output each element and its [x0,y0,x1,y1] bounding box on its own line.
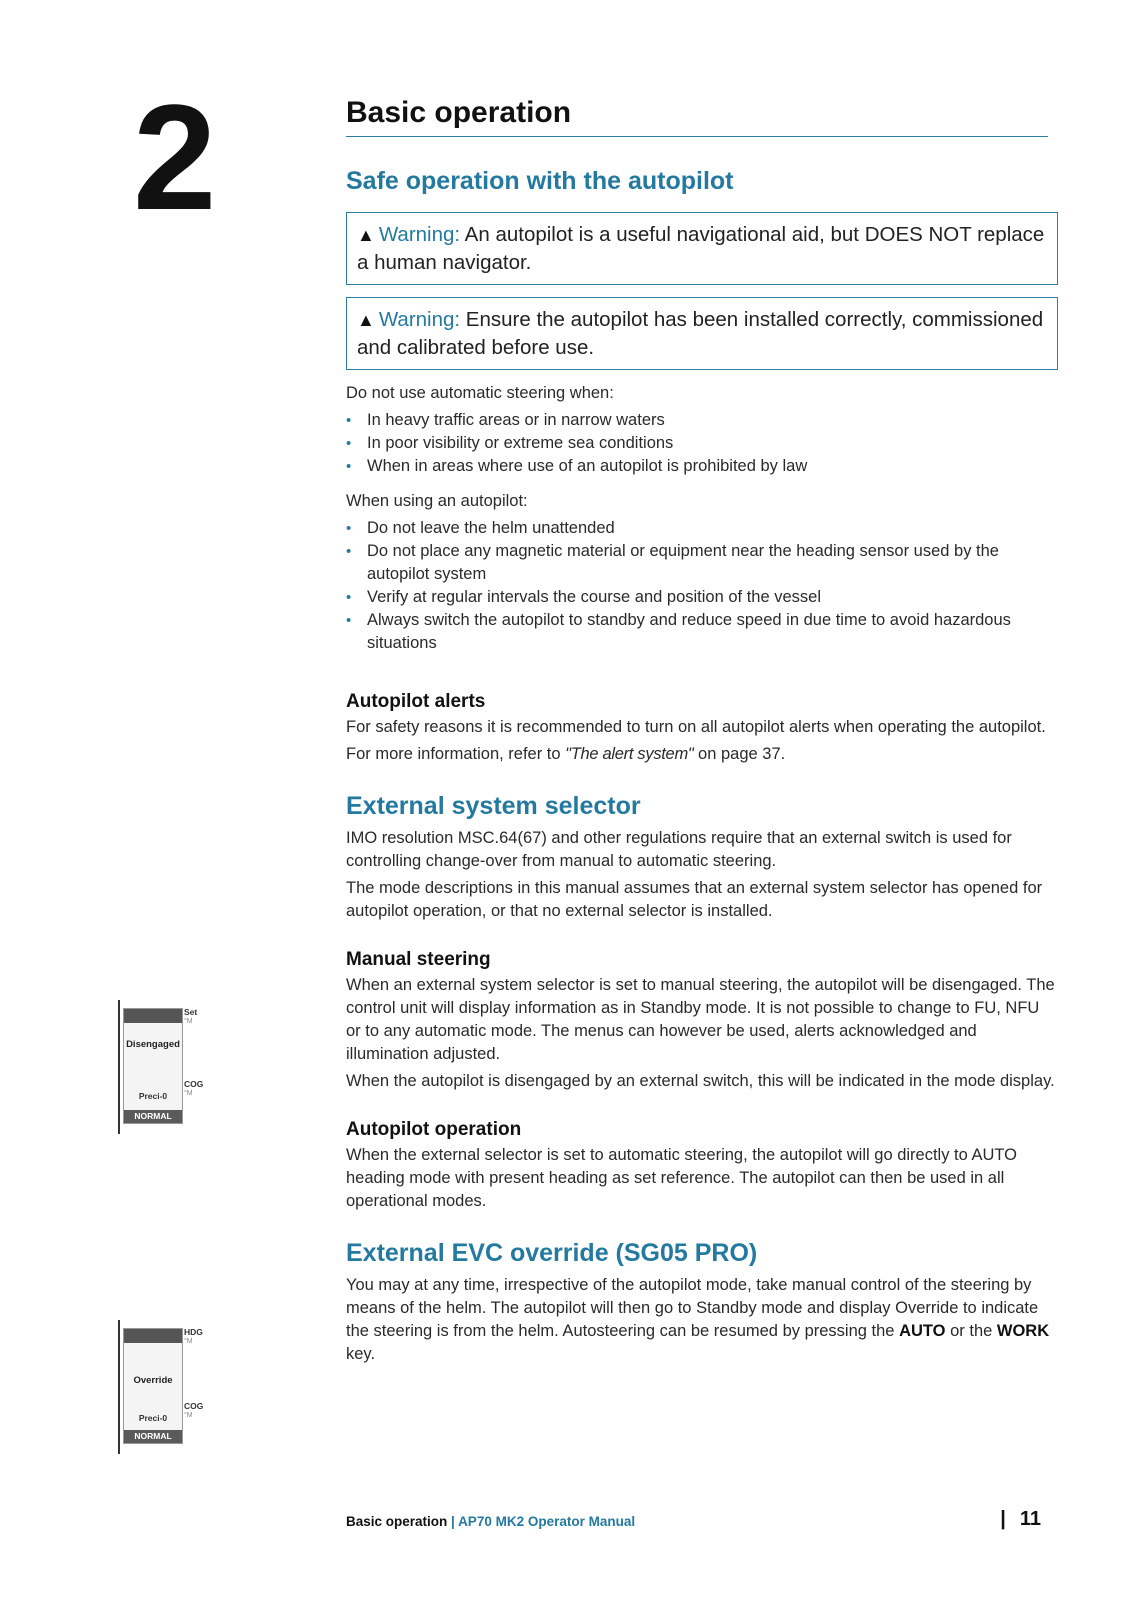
page-title: Basic operation [346,96,1048,137]
list-item: • Always switch the autopilot to standby and reduce speed in due time to avoid hazardous situations [346,609,1058,655]
intro-when-using: When using an autopilot: [346,492,528,510]
list-when-using [346,517,1058,655]
list-item: • Do not place any magnetic material or equipment near the heading sensor used by the autopilot system [346,540,1058,586]
footer-manual-title: AP70 MK2 Operator Manual [458,1514,636,1529]
manual-steering-paragraph-2: When the autopilot is disengaged by an external switch, this will be indicated in the mode display. [346,1072,1055,1090]
subheading-manual-steering: Manual steering [346,949,491,970]
subheading-autopilot-operation: Autopilot operation [346,1119,522,1140]
warning-triangle-icon: ▲ [357,310,375,330]
list-do-not-use [346,409,1058,478]
list-item: • When in areas where use of an autopilot is prohibited by law [346,455,1058,478]
side-readout-top [184,1328,203,1346]
work-key-label: WORK [996,1322,1050,1340]
side-top-unit: °M [184,1018,193,1025]
side-bottom-label: COG [184,1079,204,1089]
manual-steering-paragraph-1: When an external system selector is set to manual steering, the autopilot will be disengaged. The control unit will display information as in Standby mode. It is not possible to change to FU, NFU or to any automatic mode. The menus can however be used, alerts acknowledged and illumination adjusted. [346,976,1055,1063]
footer [346,1514,635,1529]
alerts-paragraph-2 [346,743,1058,766]
side-readout-top [184,1008,197,1026]
side-top-label: HDG [184,1327,203,1337]
device-screen [123,1328,183,1444]
footer-separator: | [447,1514,459,1529]
selector-paragraph-1: IMO resolution MSC.64(67) and other regulations require that an external switch is used for controlling change-over from manual to automatic steering. [346,829,1012,870]
autopilot-operation-paragraph: When the external selector is set to automatic steering, the autopilot will go directly to AUTO heading mode with present heading as set reference. The autopilot can then be used in all operational modes. [346,1146,1018,1210]
side-top-label: Set [184,1007,198,1017]
list-item: • Do not leave the helm unattended [346,517,1058,540]
list-item: • In heavy traffic areas or in narrow waters [346,409,1058,432]
preci-label: Preci-0 [138,1413,168,1423]
main-content [346,96,1058,1366]
evc-text-end: key. [346,1345,376,1363]
evc-override-paragraph [346,1274,1058,1366]
selector-paragraph-2: The mode descriptions in this manual assumes that an external system selector has opened for autopilot operation, or that no external selector is installed. [346,879,1043,920]
preci-label: Preci-0 [138,1091,168,1101]
alerts-paragraph-1: For safety reasons it is recommended to turn on all autopilot alerts when operating the autopilot. [346,718,1046,736]
device-display-disengaged [118,1000,202,1134]
side-readout-bottom [184,1402,203,1420]
warning-label: Warning: [378,223,461,246]
list-item: • Verify at regular intervals the course and position of the vessel [346,586,1058,609]
page-number [1000,1508,1041,1531]
normal-badge: NORMAL [124,1430,182,1443]
side-bottom-label: COG [184,1401,204,1411]
intro-do-not-use: Do not use automatic steering when: [346,384,614,402]
device-top-bar [124,1009,182,1023]
section-heading-evc-override: External EVC override (SG05 PRO) [346,1239,758,1267]
warning-text-2: Ensure the autopilot has been installed correctly, commissioned and calibrated before use. [357,308,1044,359]
warning-text-1: An autopilot is a useful navigational aid, but DOES NOT replace a human navigator. [357,223,1045,274]
chapter-number: 2 [133,73,213,241]
warning-triangle-icon: ▲ [357,225,375,245]
subheading-autopilot-alerts: Autopilot alerts [346,691,486,712]
warning-label: Warning: [378,308,461,331]
side-top-unit: °M [184,1338,193,1345]
alerts-ref-suffix: on page 37. [693,745,786,763]
side-bottom-unit: °M [184,1412,193,1419]
footer-section: Basic operation [346,1514,448,1529]
device-top-bar [124,1329,182,1343]
side-bottom-unit: °M [184,1090,193,1097]
evc-text-mid: or the [945,1322,997,1340]
page-number-value: 11 [1019,1508,1041,1530]
page-number-bar: | [1000,1508,1006,1530]
side-readout-bottom [184,1080,203,1098]
evc-text-1: You may at any time, irrespective of the autopilot mode, take manual control of the steering by means of the helm. The autopilot will then go to Standby mode and display Override to indicate the steering is from the helm. Autosteering can be resumed by pressing the [346,1276,1039,1340]
alert-system-link[interactable]: "The alert system" [565,745,694,763]
device-screen [123,1008,183,1124]
normal-badge: NORMAL [124,1110,182,1123]
device-display-override [118,1320,202,1454]
mode-label: Disengaged [126,1039,180,1050]
auto-key-label: AUTO [899,1322,946,1340]
section-heading-external-selector: External system selector [346,792,641,820]
mode-label: Override [133,1375,173,1386]
list-item: • In poor visibility or extreme sea conditions [346,432,1058,455]
warning-box-1 [346,212,1058,285]
section-heading-safe-operation: Safe operation with the autopilot [346,167,734,195]
warning-box-2 [346,297,1058,370]
alerts-ref-prefix: For more information, refer to [346,745,566,763]
